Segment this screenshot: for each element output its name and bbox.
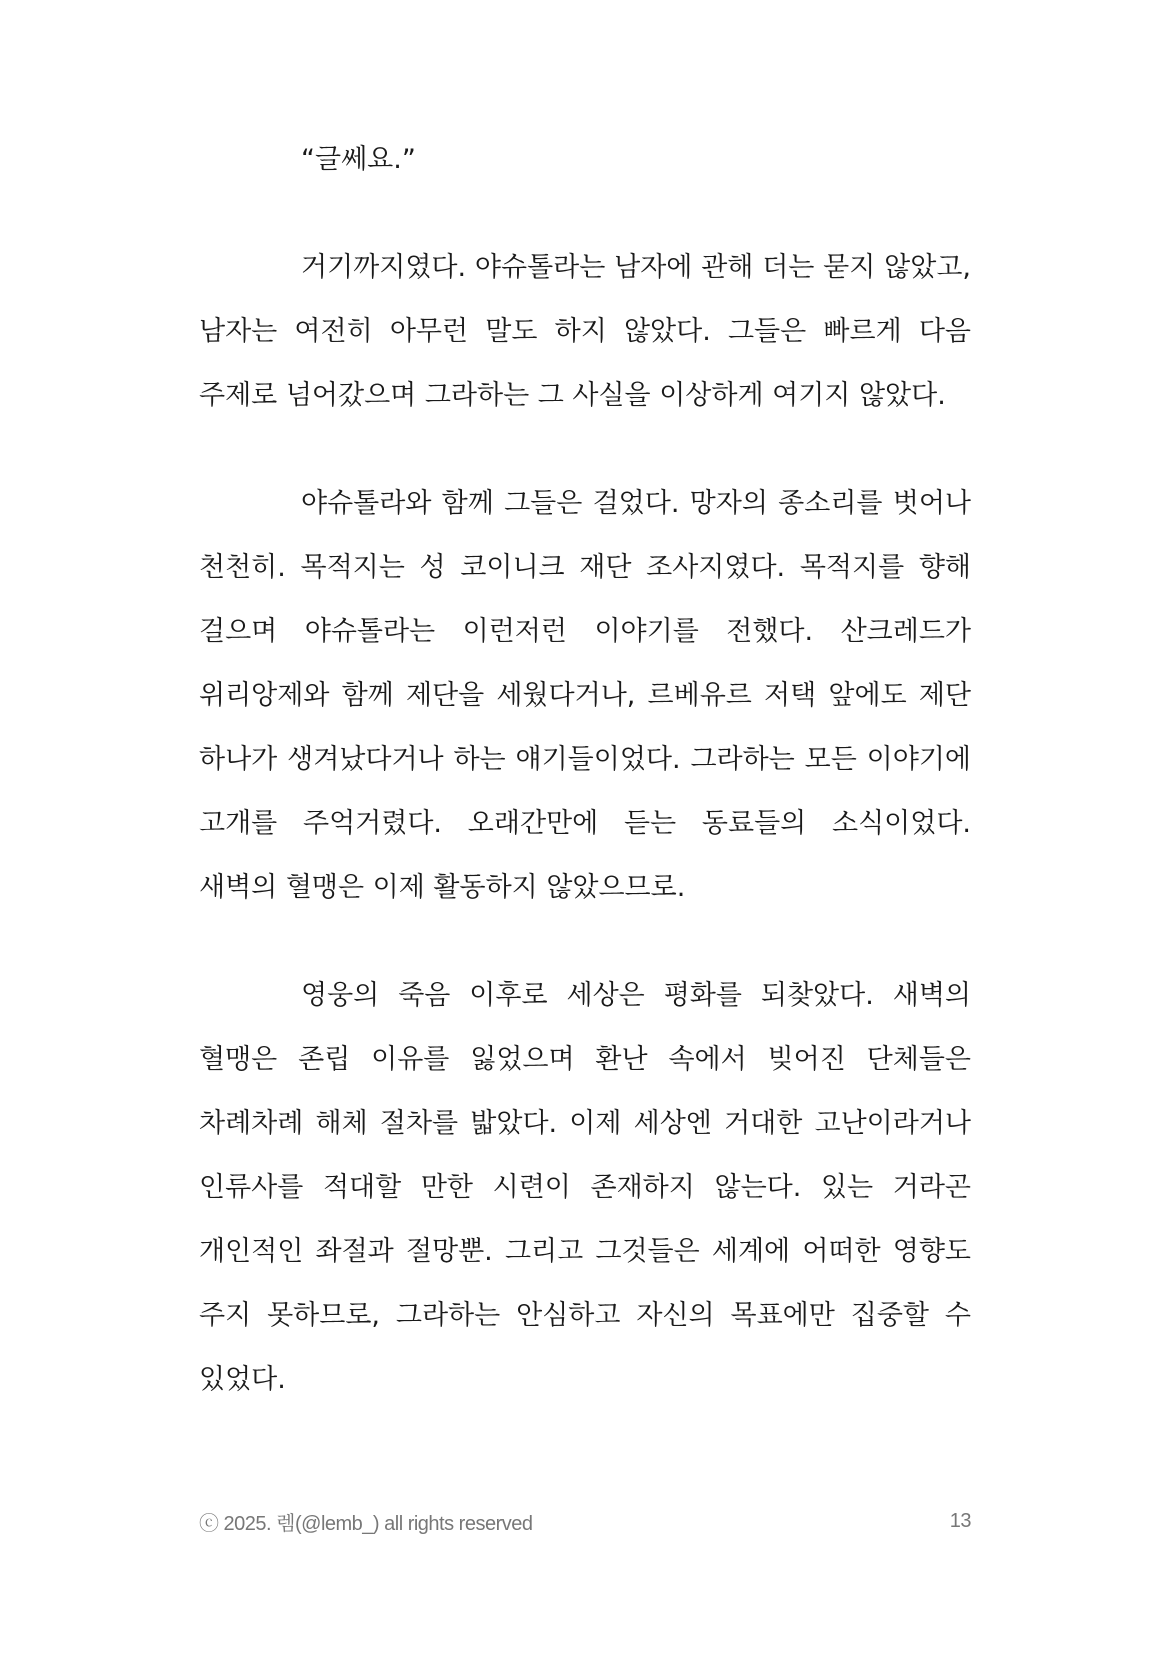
page-number: 13 — [949, 1510, 971, 1532]
paragraph-1: 거기까지였다. 야슈톨라는 남자에 관해 더는 묻지 않았고, 남자는 여전히 아무런 말도 하지 않았다. 그들은 빠르게 다음 주제로 넘어갔으며 그라하는 그 사실을 이상하게 여기지 않았다. — [199, 252, 971, 411]
page-footer — [199, 1507, 971, 1536]
copyright-notice: ⓒ 2025. 렘(@lemb_) all rights reserved — [199, 1513, 533, 1535]
dialogue-line: “글쎄요.” — [301, 144, 416, 175]
paragraph-3: 영웅의 죽음 이후로 세상은 평화를 되찾았다. 새벽의 혈맹은 존립 이유를 잃었으며 환난 속에서 빚어진 단체들은 차례차례 해체 절차를 밟았다. 이제 세상엔 거대한 고난이라거나 인류사를 적대할 만한 시련이 존재하지 않는다. 있는 거라곤 개인적인 좌절과 절망뿐. 그리고 그것들은 세계에 어떠한 영향도 주지 못하므로, 그라하는 안심하고 자신의 목표에만 집중할 수 있었다. — [199, 980, 971, 1395]
page-body — [199, 128, 971, 1456]
paragraph-2: 야슈톨라와 함께 그들은 걸었다. 망자의 종소리를 벗어나 천천히. 목적지는 성 코이니크 재단 조사지였다. 목적지를 향해 걸으며 야슈톨라는 이런저런 이야기를 전했다. 산크레드가 위리앙제와 함께 제단을 세웠다거나, 르베유르 저택 앞에도 제단 하나가 생겨났다거나 하는 얘기들이었다. 그라하는 모든 이야기에 고개를 주억거렸다. 오래간만에 듣는 동료들의 소식이었다. 새벽의 혈맹은 이제 활동하지 않았으므로. — [199, 488, 971, 903]
